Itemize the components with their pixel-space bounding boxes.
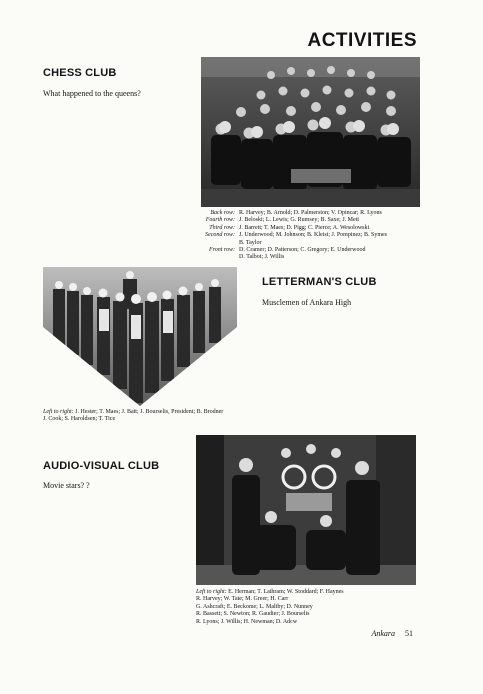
row-names: R. Harvey; B. Arnold; D. Palmerston; V. Opincar; R. Lyons — [239, 210, 382, 216]
names-row — [201, 225, 431, 232]
names-text: E. Herman; T. Lathram; W. Stoddard; F. Haynes — [228, 589, 344, 595]
lettermans-club-names — [43, 409, 343, 424]
names-text: J. Cook; S. Haroldsen; T. Tice — [43, 416, 116, 423]
chess-club-caption: What happened to the queens? — [43, 89, 141, 98]
names-row — [201, 254, 431, 261]
row-label: Front row: — [208, 247, 235, 254]
names-line — [43, 409, 343, 416]
row-names: D. Cramer; D. Patterson; C. Gregory; E. Underwood — [239, 247, 366, 254]
names-line — [43, 416, 343, 423]
names-row — [201, 217, 431, 224]
row-label: Fourth row: — [205, 217, 235, 224]
row-names: D. Talbot; J. Willis — [239, 254, 285, 261]
row-label: Back row: — [210, 210, 235, 216]
chess-club-names — [201, 210, 431, 262]
row-label — [201, 240, 239, 247]
page-heading: ACTIVITIES — [307, 30, 417, 51]
row-names: J. Beloski; L. Lewis; G. Rumsey; B. Saxe; J. Mett — [239, 217, 359, 224]
names-row — [201, 247, 431, 254]
names-text: G. Ashcraft; E. Beckome; L. Maltby; D. Nunney — [196, 603, 313, 610]
lettermans-club-title: LETTERMAN'S CLUB — [262, 276, 377, 288]
names-line — [196, 619, 426, 626]
audio-visual-club-photo — [196, 435, 416, 585]
row-label: Third row: — [209, 224, 235, 231]
row-names: B. Taylor — [239, 239, 262, 246]
audio-visual-club-caption: Movie stars? ? — [43, 481, 90, 490]
names-row — [201, 232, 431, 239]
names-line — [196, 589, 426, 596]
names-text: R. Harvey; W. Tate; M. Greer; H. Carr — [196, 596, 289, 603]
names-line — [196, 611, 426, 618]
names-row — [201, 210, 431, 217]
names-label: Left to right: — [196, 589, 227, 595]
row-label — [201, 254, 239, 261]
names-label: Left to right: — [43, 409, 74, 415]
names-row — [201, 240, 431, 247]
names-text: R. Bassett; S. Newton; R. Gaudier; J. Bourselis — [196, 611, 310, 618]
lettermans-club-caption: Musclemen of Ankara High — [262, 298, 352, 307]
footer-word: Ankara — [371, 629, 395, 638]
row-label: Second row: — [205, 232, 235, 239]
names-line — [196, 596, 426, 603]
chess-club-photo — [201, 57, 420, 207]
audio-visual-club-title: AUDIO-VISUAL CLUB — [43, 460, 160, 472]
page-number: 51 — [405, 629, 413, 638]
names-line — [196, 604, 426, 611]
lettermans-club-photo — [43, 267, 237, 406]
names-text: R. Lyons; J. Willis; H. Newman; D. Adcw — [196, 618, 298, 625]
chess-club-title: CHESS CLUB — [43, 67, 117, 79]
names-text: J. Hester; T. Maes; J. Batt; J. Bourselis, President; B. Brodner — [75, 409, 224, 415]
audio-visual-club-names — [196, 589, 426, 626]
page-footer — [371, 629, 413, 638]
row-names: J. Underwood; M. Johnson; B. Kleist; J. Pompinez; B. Symes — [239, 232, 388, 239]
row-names: J. Barrett; T. Maes; D. Pigg; C. Pierce; A. Wesolowski — [239, 224, 370, 231]
